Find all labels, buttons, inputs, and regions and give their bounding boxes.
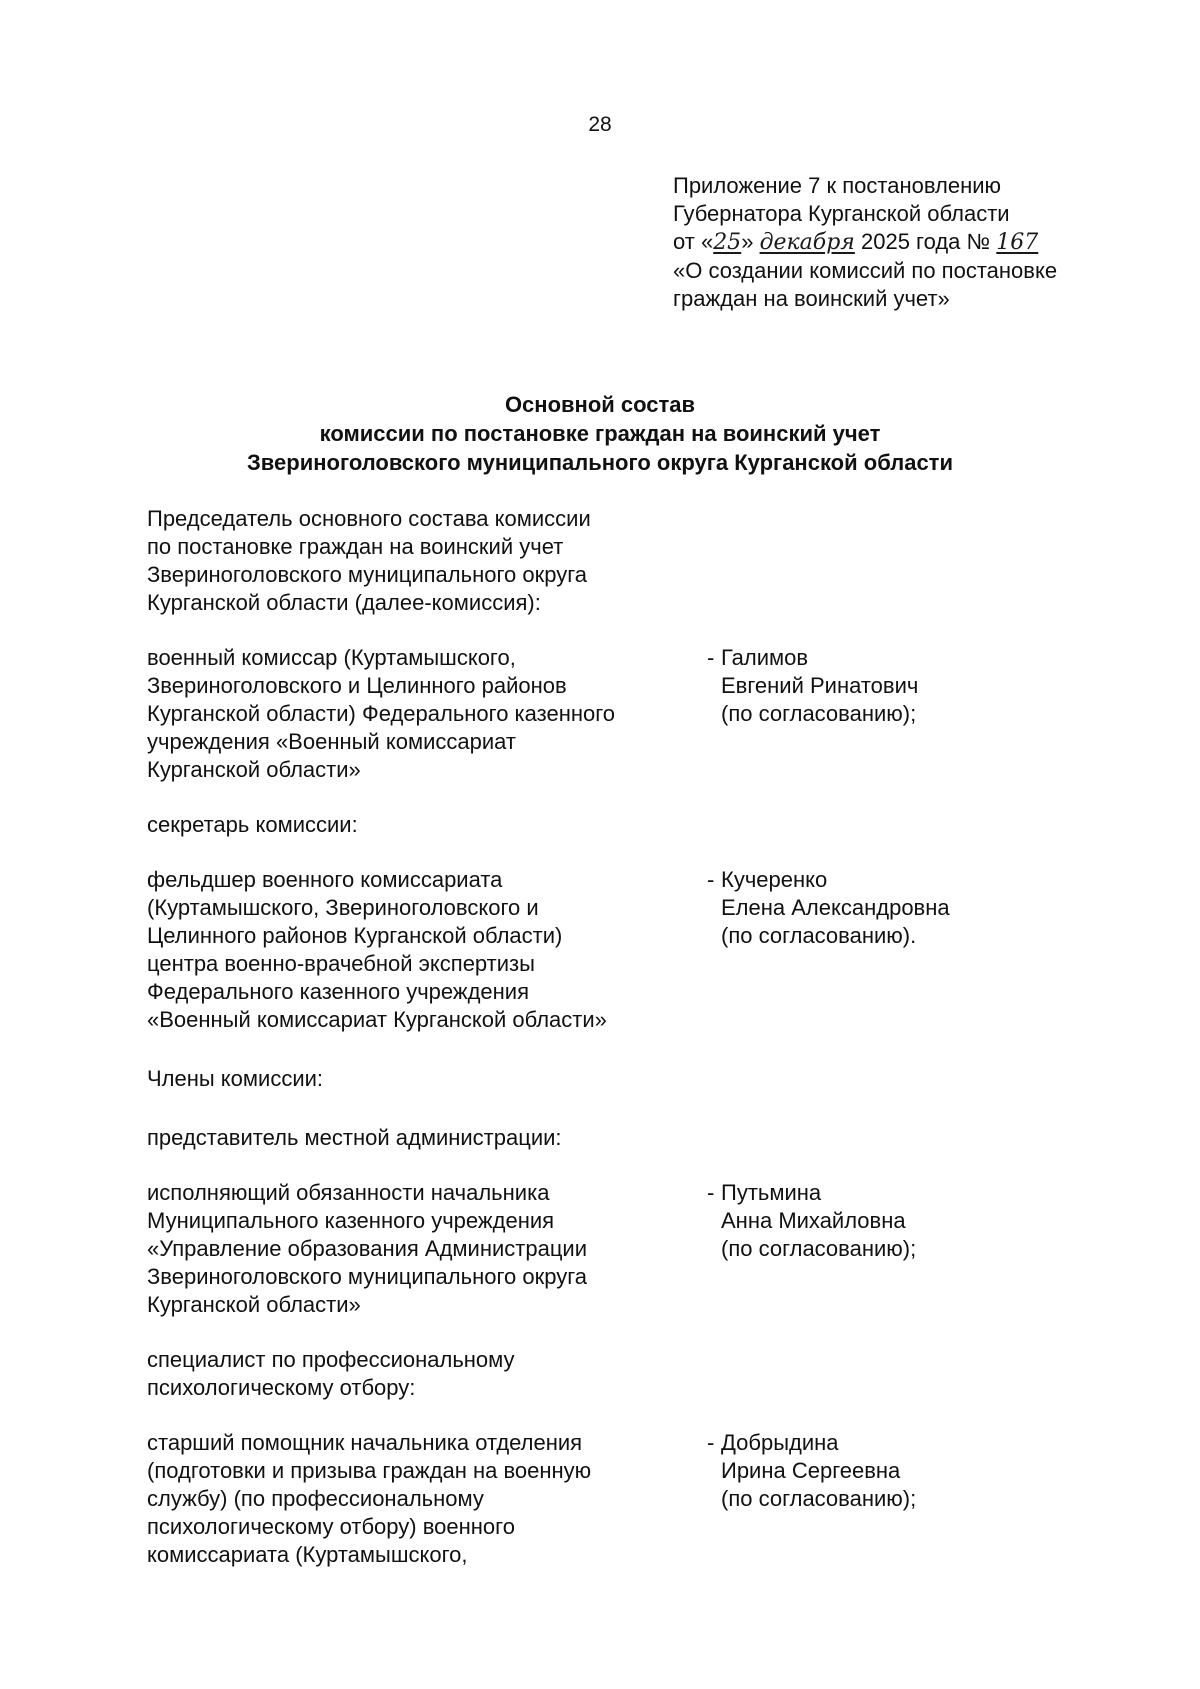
document-title bbox=[0, 390, 1200, 477]
secretary-heading: секретарь комиссии: bbox=[147, 812, 358, 837]
entry-position: военный комиссар (Куртамышского, Звериноголовского и Целинного районов Курганской области) Федерального казенного учреждения «Военный комиссариат Курганской области» bbox=[147, 645, 616, 782]
year-text: 2025 года № bbox=[860, 229, 991, 254]
handwritten-number: 167 bbox=[996, 230, 1039, 255]
entry-name: Анна Михайловна bbox=[721, 1208, 906, 1233]
entry-person bbox=[707, 644, 1107, 784]
appendix-header bbox=[673, 172, 1153, 313]
document-body bbox=[147, 505, 1147, 1569]
title-line-1: Основной состав bbox=[504, 392, 696, 417]
entry-surname: Кучеренко bbox=[721, 867, 828, 892]
entry-person bbox=[707, 1179, 1107, 1319]
title-line-2: комиссии по постановке граждан на воинский учет bbox=[319, 421, 881, 446]
members-heading: Члены комиссии: bbox=[147, 1066, 324, 1091]
day-suffix: » bbox=[741, 229, 754, 254]
entry-position: исполняющий обязанности начальника Муниципального казенного учреждения «Управление образования Администрации Звериноголовского муниципального округа Курганской области» bbox=[147, 1180, 588, 1317]
entry-name: Елена Александровна bbox=[721, 895, 950, 920]
entry-surname: Добрыдина bbox=[721, 1430, 839, 1455]
title-line-3: Звериноголовского муниципального округа Курганской области bbox=[247, 450, 953, 475]
dash: - bbox=[707, 867, 715, 892]
entry-name: Евгений Ринатович bbox=[721, 673, 919, 698]
appendix-line-5: граждан на воинский учет» bbox=[673, 286, 950, 311]
entry-name: Ирина Сергеевна bbox=[721, 1458, 901, 1483]
entry-row bbox=[147, 1179, 1147, 1319]
entry-row bbox=[147, 866, 1147, 1034]
entry-note: (по согласованию); bbox=[721, 701, 917, 726]
entry-note: (по согласованию). bbox=[721, 923, 917, 948]
psych-heading: специалист по профессиональному психологическому отбору: bbox=[147, 1347, 515, 1400]
page-number: 28 bbox=[588, 113, 612, 136]
date-prefix: от « bbox=[673, 229, 714, 254]
handwritten-day: 25 bbox=[713, 230, 742, 255]
appendix-date-line bbox=[673, 228, 1153, 257]
dash: - bbox=[707, 1430, 715, 1455]
entry-note: (по согласованию); bbox=[721, 1236, 917, 1261]
dash: - bbox=[707, 1180, 715, 1205]
admin-heading: представитель местной администрации: bbox=[147, 1125, 562, 1150]
entry-row bbox=[147, 1429, 1147, 1569]
entry-position: старший помощник начальника отделения (подготовки и призыва граждан на военную службу) (по профессиональному психологическому отбору) военного комиссариата (Куртамышского, bbox=[147, 1430, 592, 1567]
handwritten-month: декабря bbox=[759, 230, 855, 255]
appendix-line-4: «О создании комиссий по постановке bbox=[673, 258, 1058, 283]
appendix-line-2: Губернатора Курганской области bbox=[673, 201, 1010, 226]
entry-person bbox=[707, 1429, 1107, 1569]
entry-position: фельдшер военного комиссариата (Куртамышского, Звериноголовского и Целинного районов Курганской области) центра военно-врачебной экспертизы Федерального казенного учреждения «Военный комиссариат Курганской области» bbox=[147, 867, 607, 1032]
appendix-line-1: Приложение 7 к постановлению bbox=[673, 173, 1002, 198]
entry-row bbox=[147, 644, 1147, 784]
chairman-heading: Председатель основного состава комиссии по постановке граждан на воинский учет Звериноголовского муниципального округа Курганской области (далее-комиссия): bbox=[147, 506, 591, 615]
entry-surname: Галимов bbox=[721, 645, 809, 670]
entry-surname: Путьмина bbox=[721, 1180, 822, 1205]
dash: - bbox=[707, 645, 715, 670]
entry-person bbox=[707, 866, 1107, 1034]
entry-note: (по согласованию); bbox=[721, 1486, 917, 1511]
